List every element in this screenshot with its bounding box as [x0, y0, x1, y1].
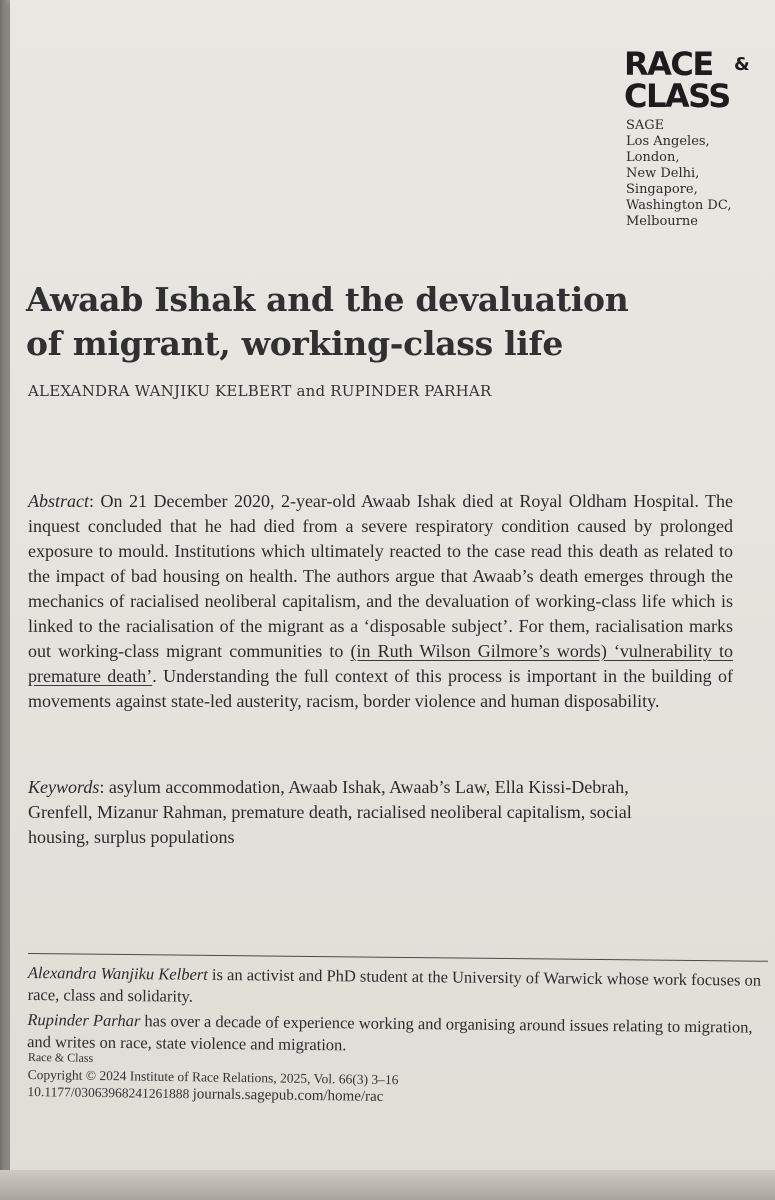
publisher-name: SAGE	[626, 118, 665, 133]
keywords-paragraph	[28, 775, 653, 850]
abstract-text-part-1: : On 21 December 2020, 2-year-old Awaab Ishak died at Royal Oldham Hospital. The inquest concluded that he had died from a severe respiratory condition caused by prolonged exposure to mould. Institutions which ultimately reacted to the case read this death as related to the impact of bad housing on health. The authors argue that Awaab’s death emerges through the mechanics of racialised neoliberal capitalism, and the devaluation of working-class life which is linked to the racialisation of the migrant as a ‘disposable subject’. For them, racialisation marks out working-class migrant communities to	[28, 491, 733, 661]
publisher-city: Singapore,	[626, 182, 698, 197]
author-bios	[27, 962, 768, 1061]
logo-class-text: CLASS	[624, 77, 730, 115]
abstract-label: Abstract	[28, 491, 89, 511]
doi: 10.1177/03063968241261888	[27, 1083, 190, 1102]
footnote-divider	[28, 953, 768, 962]
abstract-text-part-2: . Understanding the full context of this process is important in the building of movements against state-led austerity, racism, border violence and human disposability.	[28, 666, 733, 711]
publication-meta	[27, 1049, 768, 1111]
copyright-line: Copyright © 2024 Institute of Race Relations, 2025, Vol. 66(3) 3–16	[27, 1066, 399, 1088]
journal-page	[10, 0, 775, 1192]
publisher-city: New Delhi,	[626, 166, 700, 181]
publisher-city: London,	[626, 150, 680, 165]
journal-name: Race & Class	[27, 1049, 94, 1065]
journal-url: journals.sagepub.com/home/rac	[192, 1086, 384, 1105]
author-bio-name: Alexandra Wanjiku Kelbert	[27, 962, 208, 984]
keywords-text: : asylum accommodation, Awaab Ishak, Awaab’s Law, Ella Kissi-Debrah, Grenfell, Mizanur Rahman, premature death, racialised neoliberal capitalism, social housing, surplus populations	[28, 777, 632, 847]
logo-race-text: RACE	[624, 45, 713, 83]
logo-ampersand: &	[734, 54, 750, 75]
publisher-block	[626, 118, 731, 230]
article-title	[26, 278, 706, 366]
keywords-label: Keywords	[28, 777, 100, 797]
title-line-1: Awaab Ishak and the devaluation	[26, 280, 629, 319]
title-line-2: of migrant, working-class life	[26, 324, 564, 363]
author-bio	[28, 962, 768, 1014]
publisher-city: Los Angeles,	[626, 134, 710, 149]
article-authors: ALEXANDRA WANJIKU KELBERT and RUPINDER PARHAR	[28, 382, 492, 400]
next-page-edge	[0, 1170, 775, 1200]
author-bio-text: has over a decade of experience working and organising around issues relating to migration, and writes on race, state violence and migration.	[27, 1011, 753, 1055]
race-and-class-logo	[624, 45, 764, 115]
abstract-paragraph	[28, 489, 733, 714]
author-bio-text: is an activist and PhD student at the University of Warwick whose work focuses on race, class and solidarity.	[27, 964, 762, 1006]
author-bio-name: Rupinder Parhar	[27, 1009, 141, 1031]
publisher-city: Washington DC,	[626, 198, 732, 213]
abstract-underlined-quote: (in Ruth Wilson Gilmore’s words) ‘vulnerability to premature death’	[28, 641, 733, 686]
publisher-city: Melbourne	[626, 214, 698, 229]
